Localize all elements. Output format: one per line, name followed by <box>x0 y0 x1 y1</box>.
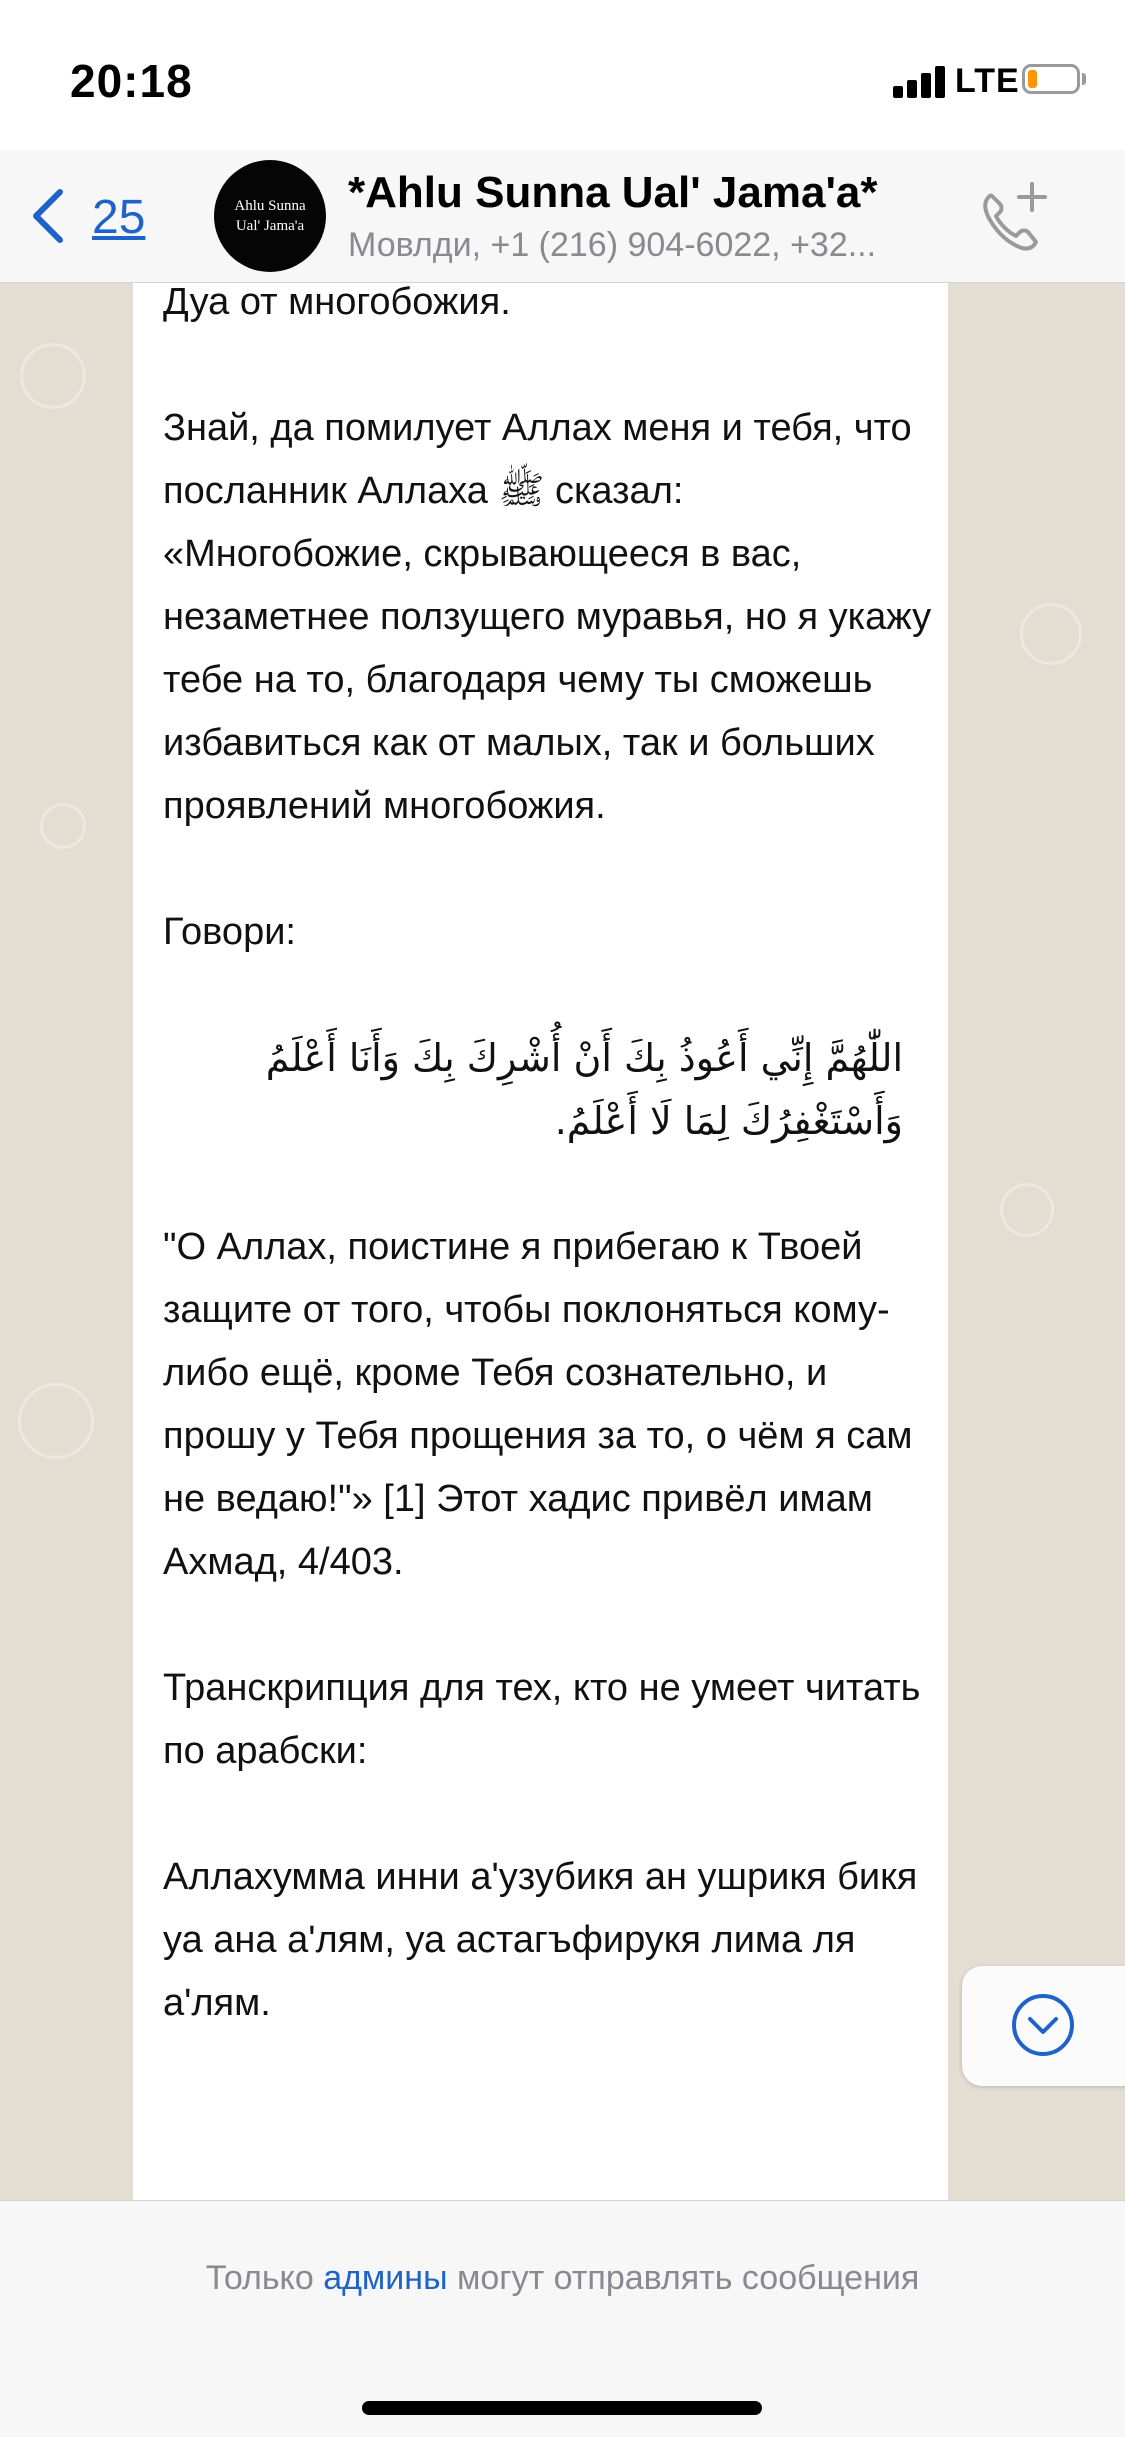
status-bar <box>0 0 1125 150</box>
chat-subtitle[interactable]: Мовлди, +1 (216) 904-6022, +32... <box>348 226 877 264</box>
battery-tip <box>1082 73 1086 85</box>
chevron-left-icon[interactable] <box>26 186 70 246</box>
notice-prefix: Только <box>205 2259 324 2297</box>
bottom-bar <box>0 2200 1125 2437</box>
message-paragraph: "О Аллах, поистине я прибегаю к Твоей защите от того, чтобы поклоняться кому-либо ещё, кроме Тебя сознательно, и прошу у Тебя прощения за то, о чём я сам не ведаю!"» [1] Этот хадис привёл имам Ахмад, 4/403. <box>163 1226 924 1583</box>
home-indicator[interactable] <box>362 2401 762 2415</box>
add-call-icon[interactable] <box>970 176 1054 260</box>
wallpaper-doodle <box>40 803 86 849</box>
chat-title[interactable]: *Ahlu Sunna Ual' Jama'a* <box>348 168 878 217</box>
wallpaper-doodle <box>18 1383 94 1459</box>
admin-only-notice <box>0 2259 1125 2298</box>
back-unread-count[interactable]: 25 <box>92 191 146 244</box>
signal-strength-icon <box>893 66 945 98</box>
wallpaper-doodle <box>1000 1183 1054 1237</box>
group-avatar[interactable] <box>214 160 326 272</box>
wallpaper-doodle <box>1020 603 1082 665</box>
wallpaper-doodle <box>20 343 86 409</box>
message-transcription: Аллахумма инни а'узубикя ан ушрикя бикя уа ана а'лям, уа астагъфирукя лима ля а'лям. <box>163 1856 928 2024</box>
message-title: Дуа от многобожия. <box>163 283 511 323</box>
status-time: 20:18 <box>70 55 193 107</box>
avatar-text: Ahlu Sunna Ual' Jama'a <box>234 198 306 234</box>
message-paragraph: Знай, да помилует Аллах меня и тебя, что посланник Аллаха ﷺ сказал: «Многобожие, скрывающееся в вас, незаметнее ползущего муравья, но я укажу тебе на то, благодаря чему ты сможешь избавиться как от малых, так и больших проявлений многобожия. <box>163 407 942 827</box>
notice-suffix: могут отправлять сообщения <box>447 2259 920 2297</box>
chat-header <box>0 150 1125 283</box>
message-bubble[interactable] <box>133 283 948 2200</box>
admins-link[interactable]: админы <box>323 2259 448 2297</box>
message-text <box>163 283 942 2035</box>
message-paragraph: Транскрипция для тех, кто не умеет читать по арабски: <box>163 1667 932 1772</box>
scroll-to-bottom-button[interactable] <box>962 1966 1125 2086</box>
battery-icon <box>1022 64 1080 94</box>
chevron-down-circle-icon <box>1010 1992 1076 2058</box>
message-arabic-dua: اللّٰهُمَّ إِنِّي أَعُوذُ بِكَ أَنْ أُشْرِكَ بِكَ وَأَنَا أَعْلَمُ وَأَسْتَغْفِرُكَ لِمَا لَا أَعْلَمُ. <box>253 1036 903 1143</box>
chat-area[interactable] <box>0 283 1125 2200</box>
network-type: LTE <box>955 62 1020 100</box>
message-paragraph: Говори: <box>163 911 296 953</box>
